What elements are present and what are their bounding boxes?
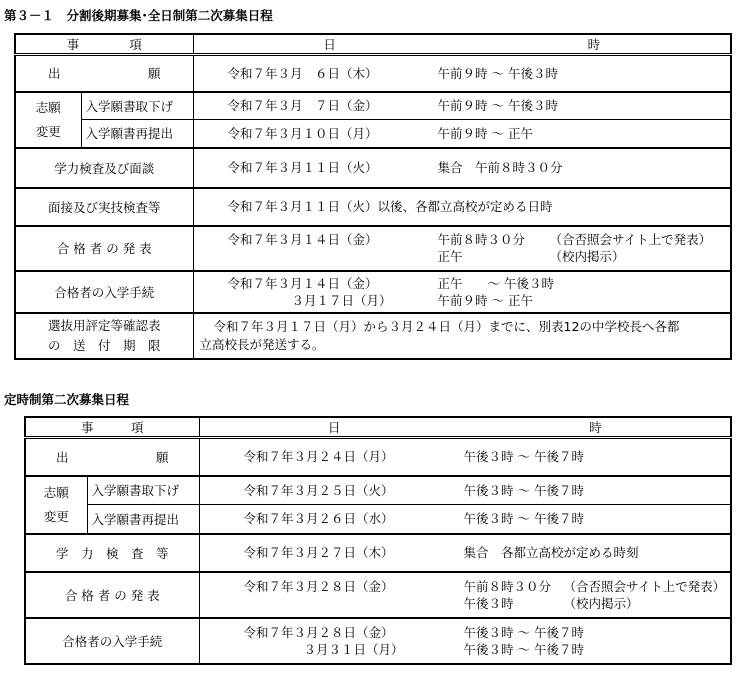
row-announce-datetime [199,572,731,618]
header-date: 日 [323,37,336,52]
table2-title: 定時制第二次募集日程 [4,392,130,407]
note-text-2: （校内掲示） [563,595,639,611]
row-withdraw-label: 入学願書取下げ [81,92,193,120]
transcript-text-a: 令和７年３月１７日（月）から３月２４日（月）までに、別表12の中学校長へ各都 [213,318,680,334]
time-text: 正午 ～ 午後３時 [437,275,554,291]
row-withdraw-datetime [193,92,731,120]
date-text: 令和７年３月１１日（火）以後、各都立高校が定める日時 [227,199,553,214]
row-application-datetime [193,55,731,92]
date-text: 令和７年３月２８日（金） [243,624,394,640]
time-text-2: 午前９時 ～ 正午 [437,292,533,308]
date-text: 令和７年３月１４日（金） [227,232,378,247]
date-text: 令和７年３月２７日（木） [243,545,394,560]
group-label-b: 変更 [35,123,61,139]
group-change-label [15,92,81,148]
row-interview-label: 面接及び実技検査等 [15,188,193,226]
row-exam-datetime [193,148,731,188]
row-application-datetime [199,438,731,476]
header-datetime [199,417,731,438]
row-announce-label: 合 格 者 の 発 表 [25,572,199,618]
date-text: 令和７年３月２５日（火） [243,482,394,498]
transcript-label-a: 選抜用評定等確認表 [48,317,161,333]
date-text: 令和７年３月１１日（火） [227,160,378,175]
row-withdraw-label: 入学願書取下げ [87,476,199,505]
note-text-2: （校内掲示） [549,249,625,264]
row-enrollment-datetime [193,271,731,313]
time-text: 午後３時 ～ 午後７時 [463,482,584,498]
time-text: 午後３時 ～ 午後７時 [463,449,584,465]
time-text: 午前８時３０分 [463,578,552,594]
row-application-label: 出 願 [15,55,193,92]
date-text: 令和７年３月２４日（月） [243,449,394,465]
row-resubmit-datetime [193,120,731,148]
group-label-b: 変更 [43,508,69,524]
row-announce-datetime [193,226,731,271]
transcript-text-b: 立高校長が発送する。 [199,336,325,352]
header-item: 事 項 [25,417,199,438]
header-datetime [193,34,731,55]
header-item: 事 項 [15,34,193,55]
row-application-label: 出 願 [25,438,199,476]
header-time: 時 [589,420,602,435]
header-time: 時 [587,37,601,52]
row-enrollment-label: 合格者の入学手続 [25,618,199,664]
row-transcript-label [15,313,193,359]
time-text: 午後３時 ～ 午後７時 [463,511,584,527]
date-text: 令和７年３月２８日（金） [243,578,394,594]
header-date: 日 [327,420,341,435]
group-change-label [25,476,87,534]
date-text: 令和７年３月 ６日（木） [227,65,378,81]
row-announce-label: 合 格 者 の 発 表 [15,226,193,271]
table1-title: 第３－１ 分割後期募集･全日制第二次募集日程 [4,8,273,23]
row-exam-label: 学力検査及び面談 [15,148,193,188]
row-resubmit-label: 入学願書再提出 [81,120,193,148]
row-exam-label: 学 力 検 査 等 [25,534,199,572]
row-withdraw-datetime [199,476,731,505]
time-text: 集合 午前８時３０分 [437,160,563,175]
time-text: 集合 各都立高校が定める時刻 [463,545,639,560]
date-text: 令和７年３月 ７日（金） [227,98,378,114]
time-text: 午前９時 ～ 午後３時 [437,98,558,114]
transcript-label-b: の 送 付 期 限 [48,337,161,353]
date-text: 令和７年３月１４日（金） [227,275,378,291]
date-text-2: ３月１７日（月） [291,292,392,308]
group-label-a: 志願 [35,99,61,115]
time-text: 午前９時 ～ 午後３時 [437,65,558,81]
date-text: 令和７年３月１０日（月） [227,125,378,141]
note-text: （合否照会サイト上で発表） [563,578,726,594]
time-text: 午前９時 ～ 正午 [437,125,533,141]
time-text: 午後３時 ～ 午後７時 [463,624,584,640]
row-interview-datetime [193,188,731,226]
row-exam-datetime [199,534,731,572]
date-text: 令和７年３月２６日（水） [243,511,394,527]
row-enrollment-label: 合格者の入学手続 [15,271,193,313]
time-text-2: 正午 [437,249,463,264]
row-resubmit-datetime [199,505,731,534]
schedule-table-2 [24,416,732,665]
time-text-2: 午後３時 ～ 午後７時 [463,641,584,657]
row-enrollment-datetime [199,618,731,664]
time-text-2: 午後３時 [463,595,514,611]
row-resubmit-label: 入学願書再提出 [87,505,199,534]
schedule-table-1 [14,33,732,360]
date-text-2: ３月３１日（月） [303,641,404,657]
time-text: 午前８時３０分 [437,232,526,247]
note-text: （合否照会サイト上で発表） [549,232,712,247]
group-label-a: 志願 [43,484,69,500]
row-transcript-text [193,313,731,359]
